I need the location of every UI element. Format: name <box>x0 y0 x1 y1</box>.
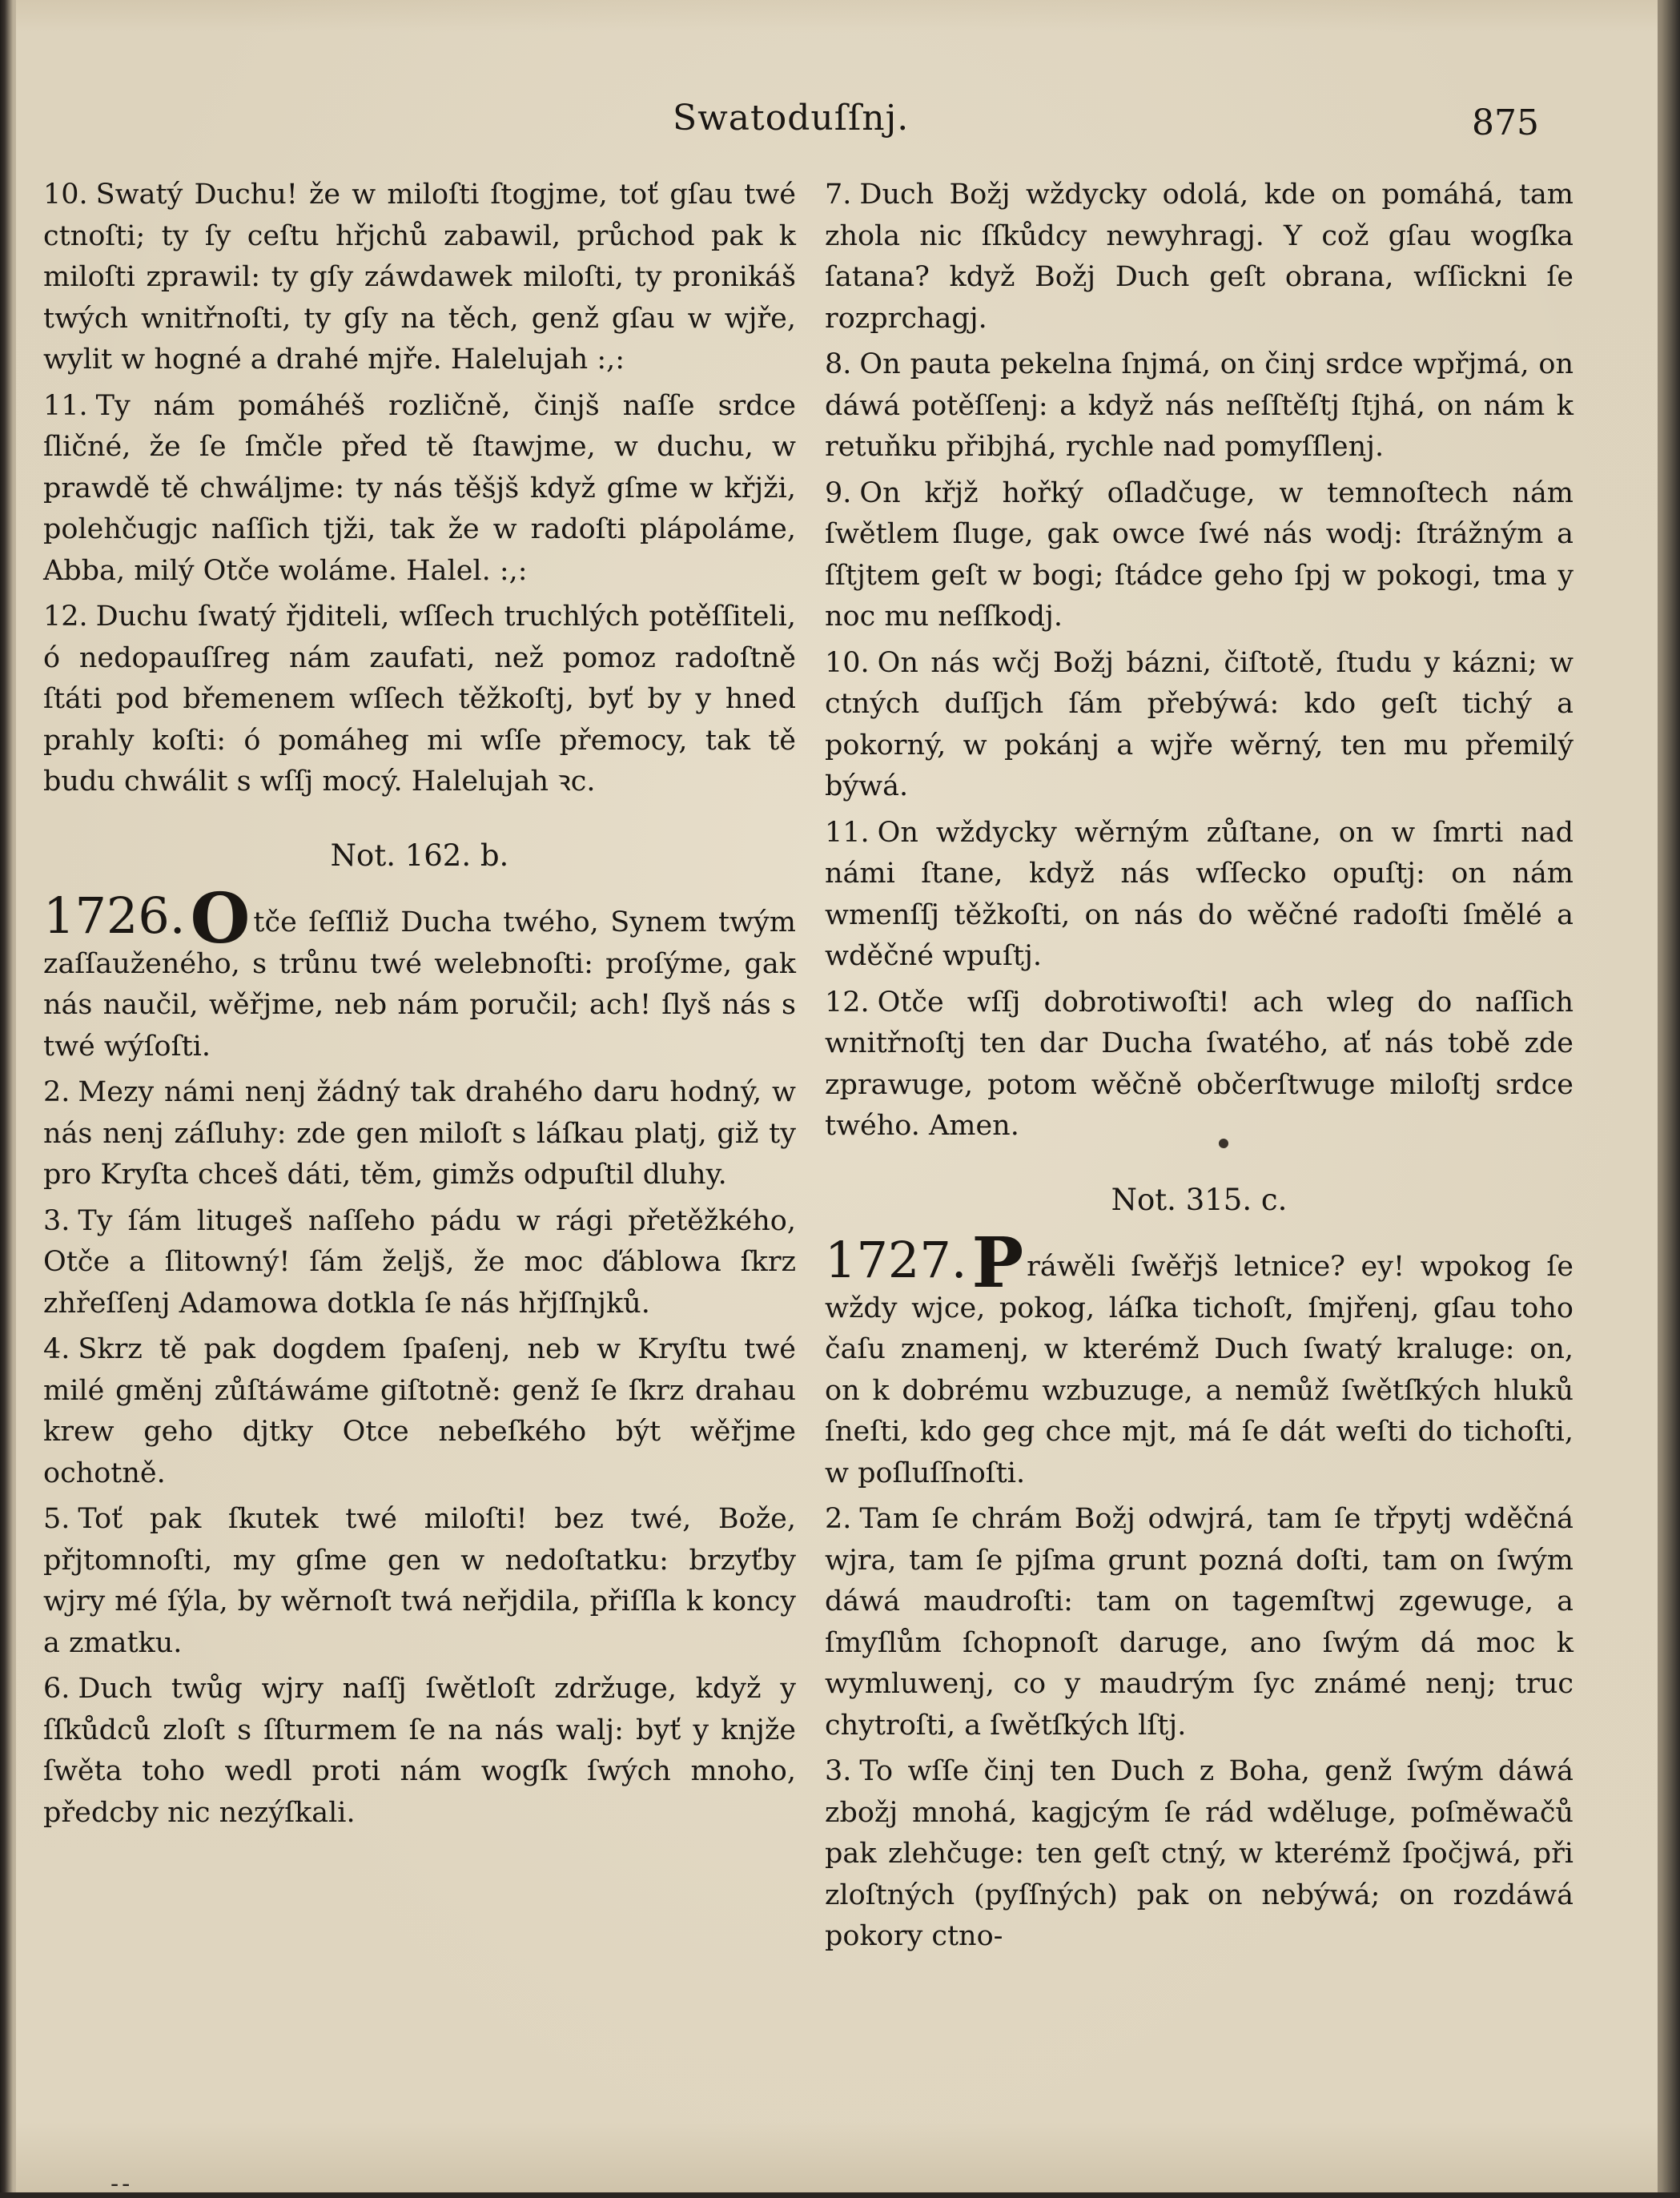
hymn-first-stanza <box>43 878 796 1067</box>
right-column <box>825 175 1573 1963</box>
stanza-number: 10. <box>43 179 88 211</box>
stanza <box>43 175 796 381</box>
stanza <box>825 473 1573 638</box>
stanza-text: Duch Božj wždycky odolá, kde on pomáhá, tam zhola nic ſſkůdcy newyhragj. Y což gſau wogſka ſatana? když Božj Duch geſt obrana, wſſickni ſe rozprchagj. <box>825 179 1573 335</box>
drop-cap: O <box>190 878 251 959</box>
stanza-number: 12. <box>43 601 88 633</box>
stanza-number: 3. <box>43 1204 70 1237</box>
stanza <box>825 344 1573 468</box>
stanza-number: 7. <box>825 179 852 211</box>
stanza <box>43 597 796 803</box>
running-head: Swatoduſſnj. <box>673 98 910 139</box>
stanza <box>43 1499 796 1664</box>
stanza-number: 2. <box>825 1503 852 1535</box>
stanza <box>825 982 1573 1147</box>
stanza-text: Toť pak ſkutek twé miloſti! bez twé, Bože, přjtomnoſti, my gſme gen w nedoſtatku: brzyťby wjry mé ſýla, by wěrnoſt twá neřjdila, přiſſla k koncy a zmatku. <box>43 1503 796 1659</box>
stanza-number: 10. <box>825 646 870 679</box>
stanza-number: 4. <box>43 1333 70 1365</box>
stanza-text: On pauta pekelna ſnjmá, on činj srdce wpřjmá, on dáwá potěſſenj: a když nás neſſtěſtj ſtjhá, on nám k retuňku přibjhá, rychle nad pomyſſlenj. <box>825 348 1573 463</box>
hymn-number: 1727. <box>825 1231 967 1289</box>
stanza-number: 8. <box>825 348 852 380</box>
stanza-text: On nás wčj Božj bázni, čiſtotě, ſtudu y kázni; w ctných duſſjch ſám přebýwá: kdo geſt tichý a pokorný, w pokánj a wjře wěrný, ten mu přemilý býwá. <box>825 646 1573 802</box>
stanza-text: On křjž hořký oſladčuge, w temnoſtech nám ſwětlem ſluge, gak owce ſwé nás wodj: ſtrážným a ſſtjtem geſt w bogi; ſtádce geho ſpj w pokogi, tma y noc mu neſſkodj. <box>825 476 1573 633</box>
book-page <box>16 0 1658 2198</box>
stanza-text: Ty nám pomáhéš rozličně, činjš naſſe srdce ſličné, že ſe ſmčle před tě ſtawjme, w duchu, w prawdě tě chwáljme: ty nás těšjš když gſme w křjži, polehčugjc naſſich tjži, tak že w radoſti plápoláme, Abba, milý Otče woláme. Halel. :,: <box>43 389 796 587</box>
stanza-text: Swatý Duchu! že w miloſti ſtogjme, toť gſau twé ctnoſti; ty ſy ceſtu hřjchů zabawil, průchod pak k miloſti zprawil: ty gſy záwdawek miloſti, ty pronikáš twých wnitřnoſti, ty gſy na těch, genž gſau w wjře, wylit w hogné a drahé mjře. Halelujah :,: <box>43 179 796 376</box>
stanza-text: Tam ſe chrám Božj odwjrá, tam ſe třpytj wděčná wjra, tam ſe pjſma grunt pozná doſti, tam on ſwým dáwá maudroſti: tam on tagemſtwj zgewuge, a ſmyſlům ſchopnoſt daruge, ano ſwým dá moc k wymluwenj, co y maudrým ſyc známé nenj; truc chytroſti, a ſwětſkých lſtj. <box>825 1503 1573 1742</box>
stanza-number: 11. <box>43 389 88 422</box>
stanza-text: To wſſe činj ten Duch z Boha, genž ſwým dáwá zbožj mnohá, kagjcým ſe rád wděluge, poſměwačů pak zlehčuge: ten geſt ctný, w kterémž ſpočjwá, při zloſtných (pyſſných) pak on nebýwá; on rozdáwá pokory ctno- <box>825 1755 1573 1952</box>
stanza-number: 3. <box>825 1755 852 1787</box>
stanza <box>43 386 796 593</box>
ink-dot <box>1219 1139 1228 1148</box>
stanza-text: Ty ſám litugeš naſſeho pádu w rági přetěžkého, Otče a ſlitowný! ſám željš, že moc ďáblowa ſkrz zhřeſſenj Adamowa dotkla ſe nás hřjſſnjků. <box>43 1204 796 1320</box>
stanza-text: Otče wſſj dobrotiwoſti! ach wleg do naſſich wnitřnoſtj ten dar Ducha ſwatého, ať nás tobě zde zprawuge, potom wěčně občerſtwuge miloſtj srdce twého. Amen. <box>825 986 1573 1142</box>
stanza <box>825 1499 1573 1746</box>
stanza-text: Skrz tě pak dogdem ſpaſenj, neb w Kryſtu twé milé gměnj zůſtáwáme giſtotně: genž ſe ſkrz drahau krew geho djtky Otce nebeſkého být wěřjme ochotně. <box>43 1333 796 1489</box>
hymn-first-text: tče ſeſſliž Ducha twého, Synem twým zaſſauženého, s trůnu twé welebnoſti: proſýme, gak nás naučil, wěřjme, neb nám poručil; ach! ſlyš nás s twé wýſoſti. <box>43 906 796 1063</box>
melody-note: Not. 162. b. <box>330 838 509 873</box>
stanza-text: On wždycky wěrným zůſtane, on w ſmrti nad námi ſtane, když nás wſſecko opuſtj: on nám wmenſſj těžkoſti, on nás do wěčné radoſti ſmělé a wděčné wpuſtj. <box>825 816 1573 972</box>
stanza <box>825 643 1573 808</box>
bottom-margin-mark: -- <box>111 2170 134 2198</box>
stanza <box>825 175 1573 340</box>
stanza-text: Duch twůg wjry naſſj ſwětloſt zdržuge, když y ſſkůdců zloſt s ſſturmem ſe na nás walj: byť y knjže ſwěta toho wedl proti nám wogſk ſwých mnoho, předcby nic nezýſkali. <box>43 1673 796 1829</box>
stanza-number: 9. <box>825 476 852 509</box>
hymn-number: 1726. <box>43 886 186 945</box>
stanza-text: Duchu ſwatý řjditeli, wſſech truchlých potěſſiteli, ó nedopauſſreg nám zaufati, než pomoz radoſtně ſtáti pod břemenem wſſech těžkoſtj, byť by y hned prahly koſti: ó pomáheg mi wſſe přemocy, tak tě budu chwálit s wſſj mocý. Halelujah ꝛc. <box>43 601 796 798</box>
stanza-number: 2. <box>43 1076 70 1108</box>
drop-cap: P <box>971 1223 1024 1304</box>
stanza-number: 12. <box>825 986 870 1019</box>
page-number: 875 <box>1472 102 1539 143</box>
stanza-text: Mezy námi nenj žádný tak drahého daru hodný, w nás nenj záſluhy: zde gen miloſt s láſkau platj, giž ty pro Kryſta chceš dáti, těm, gimžs odpuſtil dluhy. <box>43 1076 796 1191</box>
stanza-number: 11. <box>825 816 870 849</box>
stanza <box>43 1669 796 1834</box>
hymn-first-stanza <box>825 1223 1573 1494</box>
stanza <box>825 1751 1573 1958</box>
stanza-number: 5. <box>43 1503 70 1535</box>
stanza <box>43 1072 796 1196</box>
hymn-first-text: ráwěli ſwěřjš letnice? ey! wpokog ſe wždy wjce, pokog, láſka tichoſt, ſmjřenj, gſau toho čaſu znamenj, w kterémž Duch ſwatý kraluge: on, on k dobrému wzbuzuge, a nemůž ſwětſkých hluků ſneſti, kdo geg chce mjt, má ſe dát weſti do tichoſti, w poſluſſnoſti. <box>825 1251 1573 1489</box>
left-column <box>43 175 796 1838</box>
stanza-number: 6. <box>43 1673 70 1705</box>
melody-note: Not. 315. c. <box>1111 1182 1288 1217</box>
stanza <box>43 1201 796 1325</box>
stanza <box>825 813 1573 978</box>
stanza <box>43 1329 796 1494</box>
